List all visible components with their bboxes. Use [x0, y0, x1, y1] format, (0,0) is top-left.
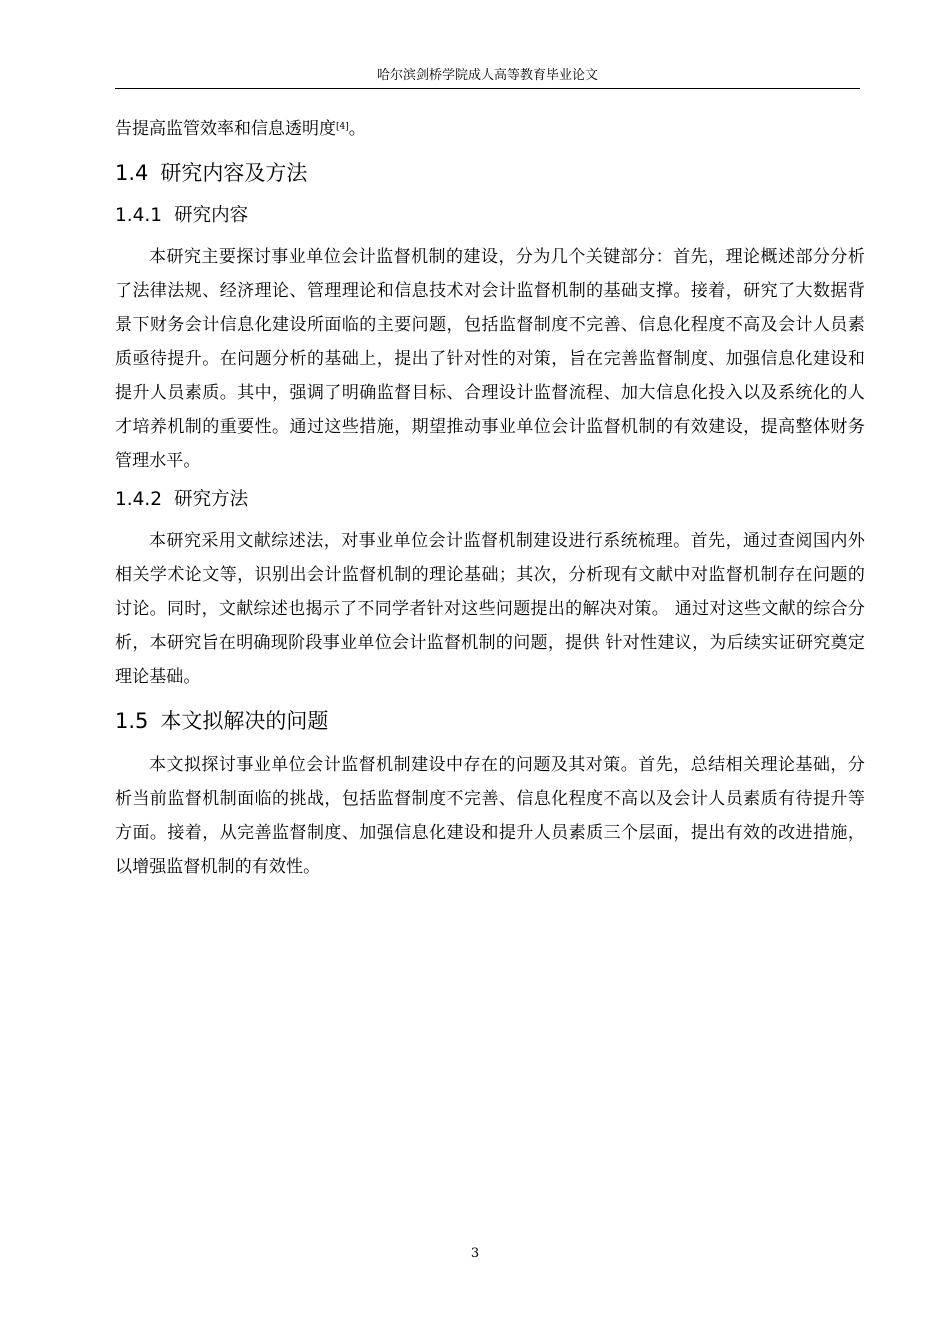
section-heading-1-4 — [115, 156, 865, 190]
header-title: 哈尔滨剑桥学院成人高等教育毕业论文 — [376, 68, 598, 83]
continuation-text: 告提高监管效率和信息透明度 — [115, 119, 336, 139]
continuation-end: 。 — [348, 119, 366, 139]
citation-marker: [4] — [336, 122, 349, 132]
section-title: 研究方法 — [174, 489, 249, 510]
section-number: 1.5 — [115, 709, 149, 733]
section-title: 研究内容及方法 — [160, 161, 308, 185]
section-number: 1.4.1 — [115, 205, 163, 226]
section-number: 1.4 — [115, 161, 149, 185]
section-heading-1-4-2 — [115, 484, 865, 516]
section-heading-1-4-1 — [115, 200, 865, 232]
section-number: 1.4.2 — [115, 489, 163, 510]
document-body — [115, 112, 865, 884]
page-header — [115, 66, 860, 89]
section-title: 研究内容 — [174, 205, 249, 226]
section-title: 本文拟解决的问题 — [160, 709, 329, 733]
page-number: 3 — [470, 1246, 480, 1261]
paragraph-research-method: 本研究采用文献综述法，对事业单位会计监督机制建设进行系统梳理。首先，通过查阅国内外相关学术论文等，识别出会计监督机制的理论基础；其次，分析现有文献中对监督机制存在问题的讨论。同时，文献综述也揭示了不同学者针对这些问题提出的解决对策。 通过对这些文献的综合分析，本研究旨在明确现阶段事业单位会计监督机制的问题，提供 针对性建议，为后续实证研究奠定理论基础。 — [115, 531, 865, 687]
continuation-line — [115, 112, 865, 146]
paragraph-research-content: 本研究主要探讨事业单位会计监督机制的建设，分为几个关键部分：首先，理论概述部分分析了法律法规、经济理论、管理理论和信息技术对会计监督机制的基础支撑。接着，研究了大数据背景下财务会计信息化建设所面临的主要问题，包括监督制度不完善、信息化程度不高及会计人员素质亟待提升。在问题分析的基础上，提出了针对性的对策，旨在完善监督制度、加强信息化建设和提升人员素质。其中，强调了明确监督目标、合理设计监督流程、加大信息化投入以及系统化的人才培养机制的重要性。通过这些措施，期望推动事业单位会计监督机制的有效建设，提高整体财务管理水平。 — [115, 247, 865, 471]
paragraph-problems: 本文拟探讨事业单位会计监督机制建设中存在的问题及其对策。首先，总结相关理论基础，分析当前监督机制面临的挑战，包括监督制度不完善、信息化程度不高以及会计人员素质有待提升等方面。接着，从完善监督制度、加强信息化建设和提升人员素质三个层面，提出有效的改进措施，以增强监督机制的有效性。 — [115, 755, 865, 877]
section-heading-1-5 — [115, 704, 865, 738]
